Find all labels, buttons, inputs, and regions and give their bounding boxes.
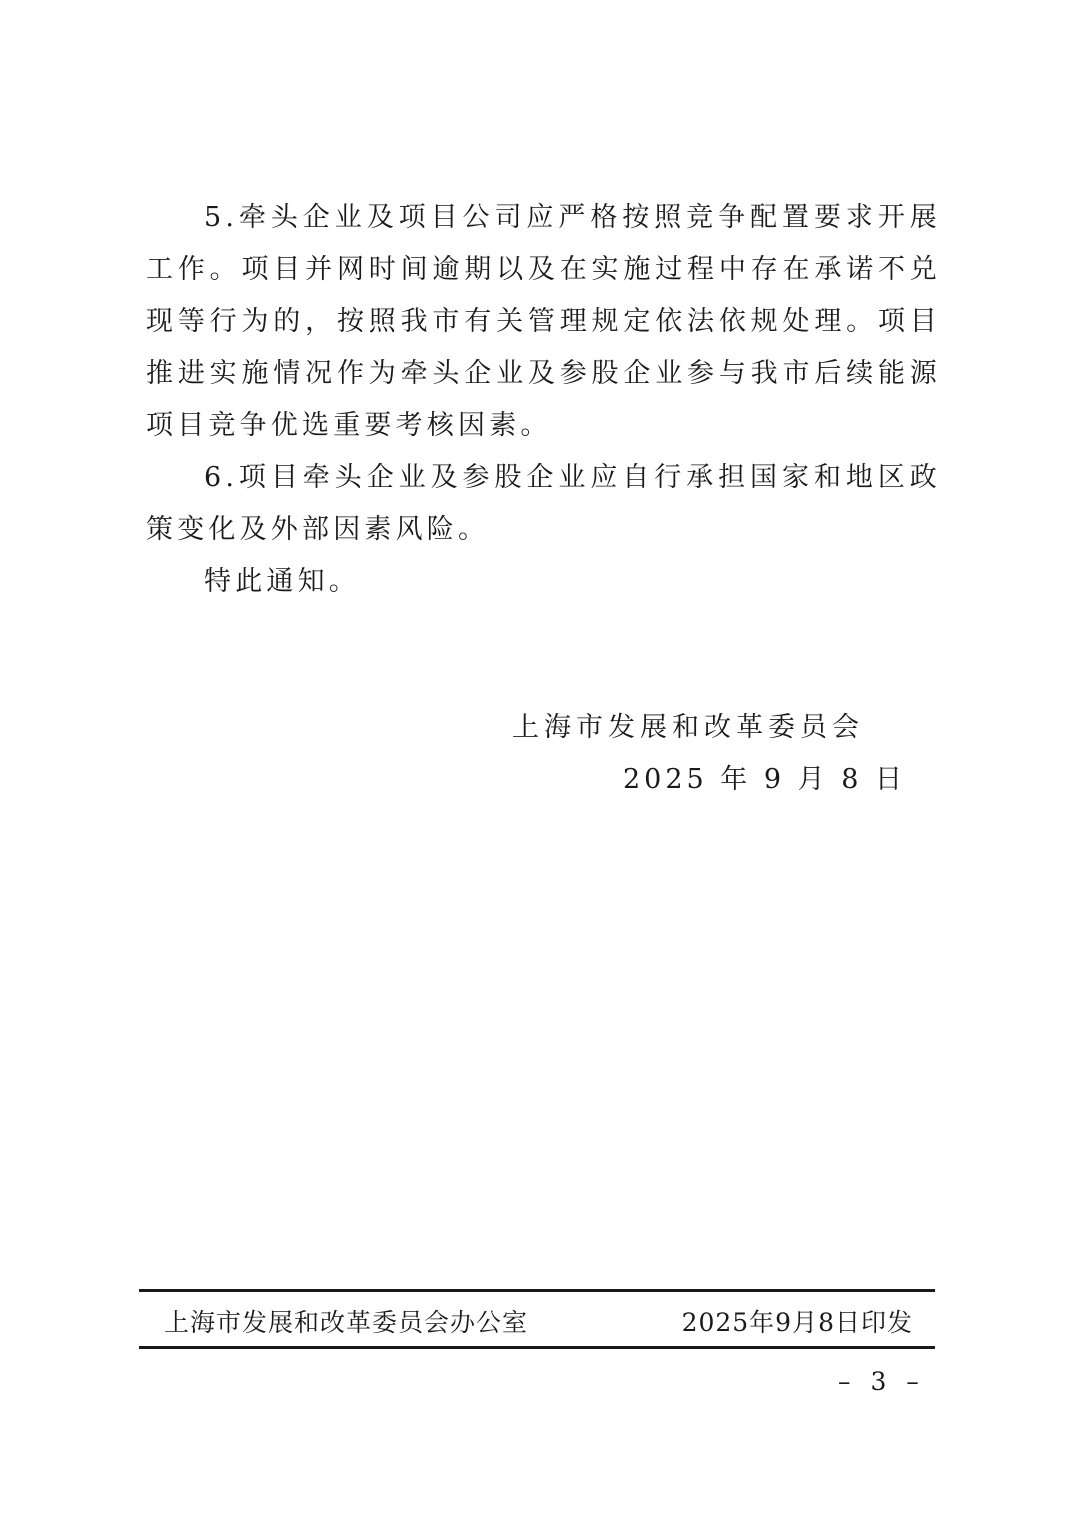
footer-issue-date: 2025年9月8日印发 <box>681 1308 913 1337</box>
footer-top-rule <box>139 1289 935 1292</box>
body-text <box>146 192 941 608</box>
footer-bottom-rule <box>139 1346 935 1349</box>
signature-organization: 上海市发展和改革委员会 <box>512 712 864 743</box>
paragraph-item-6: 6.项目牵头企业及参股企业应自行承担国家和地区政策变化及外部因素风险。 <box>146 462 941 545</box>
footer-issuer: 上海市发展和改革委员会办公室 <box>164 1308 529 1337</box>
paragraph-item-5: 5.牵头企业及项目公司应严格按照竞争配置要求开展工作。项目并网时间逾期以及在实施过程中存在承诺不兑现等行为的，按照我市有关管理规定依法依规处理。项目推进实施情况作为牵头企业及参股企业参与我市后续能源项目竞争优选重要考核因素。 <box>146 202 941 441</box>
signature-date: 2025 年 9 月 8 日 <box>623 764 906 795</box>
page-number: – 3 – <box>838 1367 925 1396</box>
closing-notice: 特此通知。 <box>204 566 360 597</box>
